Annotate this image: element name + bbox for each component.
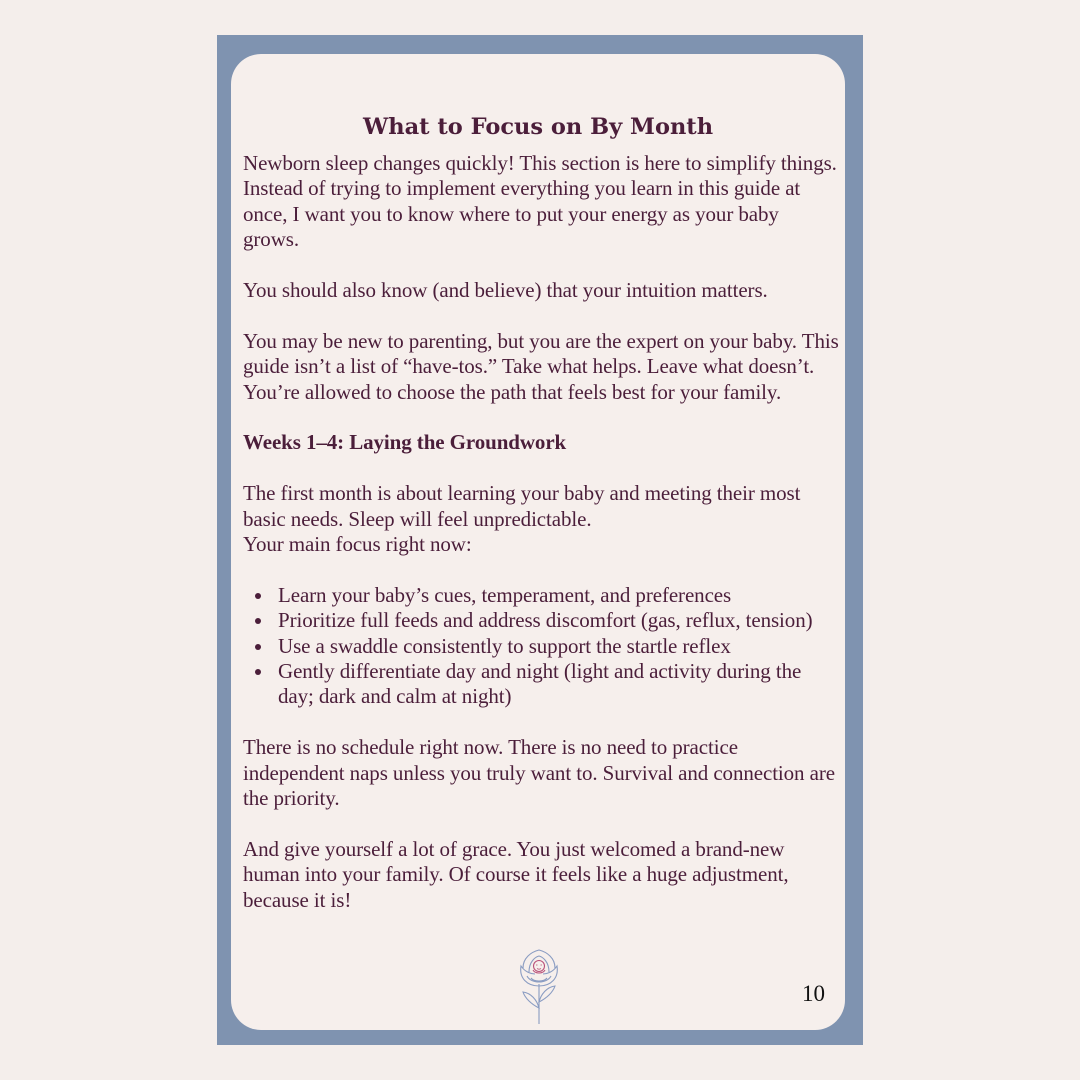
flower-baby-icon [509, 946, 569, 1026]
page-title: What to Focus on By Month [362, 114, 714, 140]
intro-paragraph-2: You should also know (and believe) that your intuition matters. [243, 278, 768, 303]
list-item [243, 634, 839, 659]
list-item [243, 583, 839, 608]
bullet-icon [255, 644, 261, 650]
section-paragraph-3: And give yourself a lot of grace. You just welcomed a brand-new human into your family. Of course it feels like a huge adjustment, because it is! [243, 836, 789, 912]
bullet-icon [255, 618, 261, 624]
list-item-text: Gently differentiate day and night (light and activity during the day; dark and calm at night) [278, 659, 802, 709]
section-paragraph-1: The first month is about learning your baby and meeting their most basic needs. Sleep will feel unpredictable. [243, 481, 801, 531]
page-card [231, 54, 845, 1030]
list-item [243, 608, 839, 633]
focus-list [243, 583, 839, 710]
intro-paragraph-3: You may be new to parenting, but you are the expert on your baby. This guide isn’t a list of “have-tos.” Take what helps. Leave what doesn’t. You’re allowed to choose the path that feels best for your family. [243, 328, 839, 404]
list-item-text: Learn your baby’s cues, temperament, and preferences [278, 582, 732, 607]
section-paragraph-2: There is no schedule right now. There is no need to practice independent naps unless you truly want to. Survival and connection are the priority. [243, 735, 835, 811]
section-heading: Weeks 1–4: Laying the Groundwork [243, 430, 567, 455]
bullet-icon [255, 669, 261, 675]
page-number: 10 [802, 981, 825, 1006]
page-body [243, 151, 839, 913]
list-item [243, 659, 839, 710]
intro-paragraph-1: Newborn sleep changes quickly! This section is here to simplify things. Instead of trying to implement everything you learn in this guide at once, I want you to know where to put your energy as your baby grows. [243, 151, 837, 252]
bullet-icon [255, 593, 261, 599]
focus-label: Your main focus right now: [243, 532, 472, 557]
page-frame [217, 35, 863, 1045]
list-item-text: Use a swaddle consistently to support the startle reflex [278, 633, 731, 658]
list-item-text: Prioritize full feeds and address discomfort (gas, reflux, tension) [278, 608, 813, 633]
